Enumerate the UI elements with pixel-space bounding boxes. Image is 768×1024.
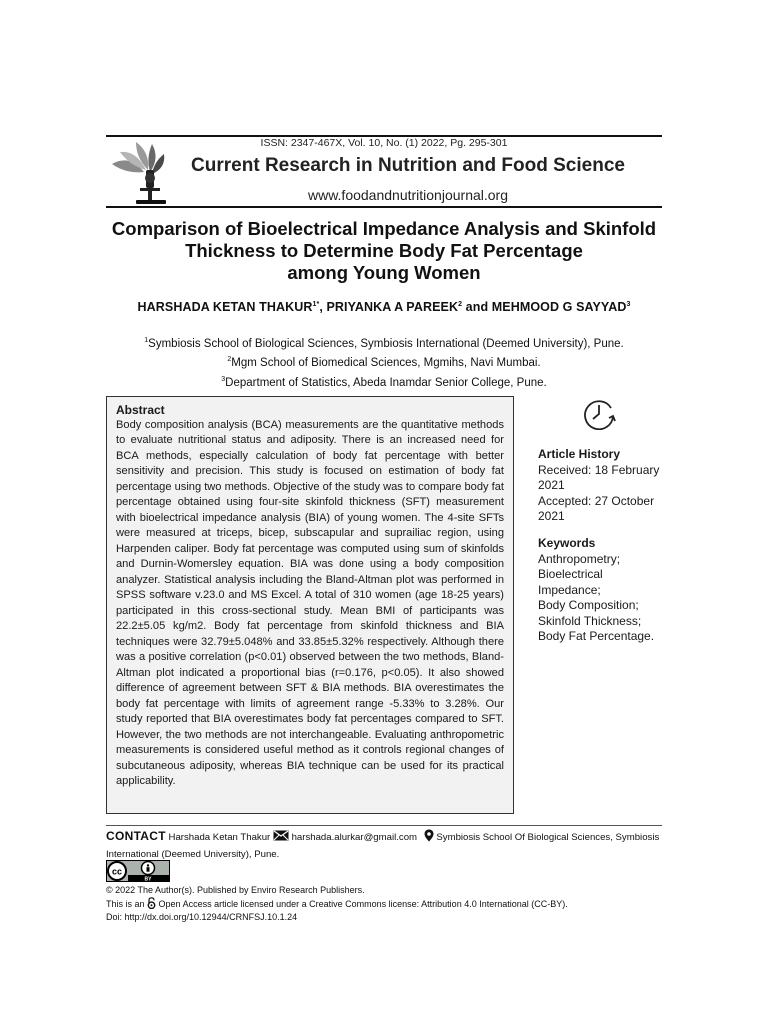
keyword-line: Body Fat Percentage. — [538, 629, 655, 643]
keyword-line: Bioelectrical — [538, 567, 603, 581]
author-list — [90, 300, 678, 314]
affiliations — [90, 333, 678, 391]
header-bottom-rule — [106, 206, 662, 208]
author-superscript: 3 — [626, 300, 631, 308]
affiliation-superscript: 3 — [221, 375, 226, 383]
doi-line[interactable]: Doi: http://dx.doi.org/10.12944/CRNFSJ.10.1.24 — [106, 912, 298, 922]
contact-block — [106, 828, 662, 863]
copyright-line: © 2022 The Author(s). Published by Enviro Research Publishers. — [106, 885, 365, 895]
creative-commons-by-icon[interactable] — [106, 860, 170, 882]
contact-email[interactable]: harshada.alurkar@gmail.com — [291, 832, 418, 843]
abstract-heading: Abstract — [116, 403, 165, 417]
affiliation-text: Symbiosis School of Biological Sciences, Symbiosis International (Deemed University), Pune. — [148, 337, 624, 350]
cc-badge-label: BY — [144, 876, 152, 882]
affiliation-line — [90, 372, 678, 391]
article-title-line: among Young Women — [287, 262, 481, 283]
author-superscript: 1* — [312, 300, 320, 308]
article-title-line: Comparison of Bioelectrical Impedance Analysis and Skinfold — [111, 218, 657, 239]
keyword-line: Skinfold Thickness; — [538, 613, 642, 628]
journal-title: Current Research in Nutrition and Food Science — [191, 155, 625, 176]
history-line: 2021 — [538, 509, 565, 523]
affiliation-superscript: 1 — [144, 337, 149, 344]
keyword-line: Body Composition; — [538, 598, 639, 612]
affiliation-line — [90, 352, 678, 371]
affiliation-superscript: 2 — [227, 356, 232, 364]
affiliation-line — [90, 333, 678, 352]
keywords-heading: Keywords — [538, 536, 596, 550]
author-name: , PRIYANKA A PAREEK — [319, 300, 459, 314]
author-name: and MEHMOOD G SAYYAD — [462, 300, 627, 314]
keyword-line: Impedance; — [538, 582, 601, 597]
article-title-line: Thickness to Determine Body Fat Percentage — [185, 240, 583, 261]
history-line: Accepted: 27 October — [538, 493, 655, 508]
article-history — [538, 447, 668, 525]
history-line: 2021 — [538, 478, 565, 492]
map-pin-icon — [424, 829, 434, 842]
author-name: HARSHADA KETAN THAKUR — [137, 300, 313, 314]
affiliation-text: Department of Statistics, Abeda Inamdar Senior College, Pune. — [225, 376, 547, 389]
contact-label: CONTACT — [106, 829, 166, 843]
keyword-line: Anthropometry; — [538, 551, 621, 566]
contact-name: Harshada Ketan Thakur — [168, 832, 271, 843]
open-access-line — [106, 897, 662, 911]
contact-rule — [106, 825, 662, 826]
history-line: Received: 18 February — [538, 462, 660, 477]
abstract-text: Body composition analysis (BCA) measurements are the quantitative methods to evaluate nutritional status and adiposity. There is an increased need for BCA methods, especially calculation of body fat percentage with better sensitivity and precision. This study is focused on estimation of body fat percentage using two methods. Objective of the study was to compare body fat percentage obtained using four-site skinfold thickness (SFT) measurement with bioelectrical impedance analysis (BIA) of young women. The 4-site SFTs were measured at triceps, bicep, subscapular and suprailiac region, using Harpenden caliper. Body fat percentage was computed using sum of skinfolds and Durnin-Womersley equation. BIA was done using a body composition analyzer. Statistical analysis including the Bland-Altman plot was performed in SPSS software v.23.0 and MS Excel. A total of 310 women (age 18-25 years) participated in this cross-sectional study. Mean BMI of participants was 22.2±5.05 kg/m2. Body fat percentage from skinfold thickness and BIA techniques were 32.79±5.048% and 33.85±5.32% respectively. Although there was a positive correlation (p<0.01) observed between the two methods, Bland-Altman plot indicated a proportional bias (r=0.176, p<0.05). It also showed difference of agreement between SFT & BIA methods. BIA overestimates the body fat percentage with limits of agreement range -5.33% to 3.28%. Our study reported that BIA overestimates body fat percentages compared to SFT. However, the two methods are not interchangeable. Evaluating anthropometric measurements is considered useful method as it controls regional changes of subcutaneous adiposity, whereas BIA technique can be used for its practical applicability. — [116, 419, 504, 788]
author-superscript: 2 — [458, 300, 463, 308]
contact-address: Symbiosis School Of Biological Sciences, Symbiosis International (Deemed University), Pune. — [106, 832, 660, 860]
envelope-icon — [273, 830, 289, 841]
article-title — [100, 218, 668, 284]
open-access-text: Open Access article licensed under a Creative Commons license: Attribution 4.0 International (CC-BY). — [158, 899, 568, 909]
affiliation-text: Mgm School of Biomedical Sciences, Mgmihs, Navi Mumbai. — [231, 357, 541, 370]
license-footer — [106, 884, 662, 924]
open-lock-icon — [147, 897, 156, 909]
keywords — [538, 536, 668, 645]
abstract-box — [106, 396, 514, 814]
journal-url[interactable]: www.foodandnutritionjournal.org — [307, 187, 508, 203]
issn-line: ISSN: 2347-467X, Vol. 10, No. (1) 2022, Pg. 295-301 — [260, 137, 508, 149]
article-history-heading: Article History — [538, 447, 621, 461]
clock-history-icon — [581, 396, 619, 430]
open-access-prefix: This is an — [106, 899, 145, 909]
svg-text:cc: cc — [111, 866, 123, 877]
